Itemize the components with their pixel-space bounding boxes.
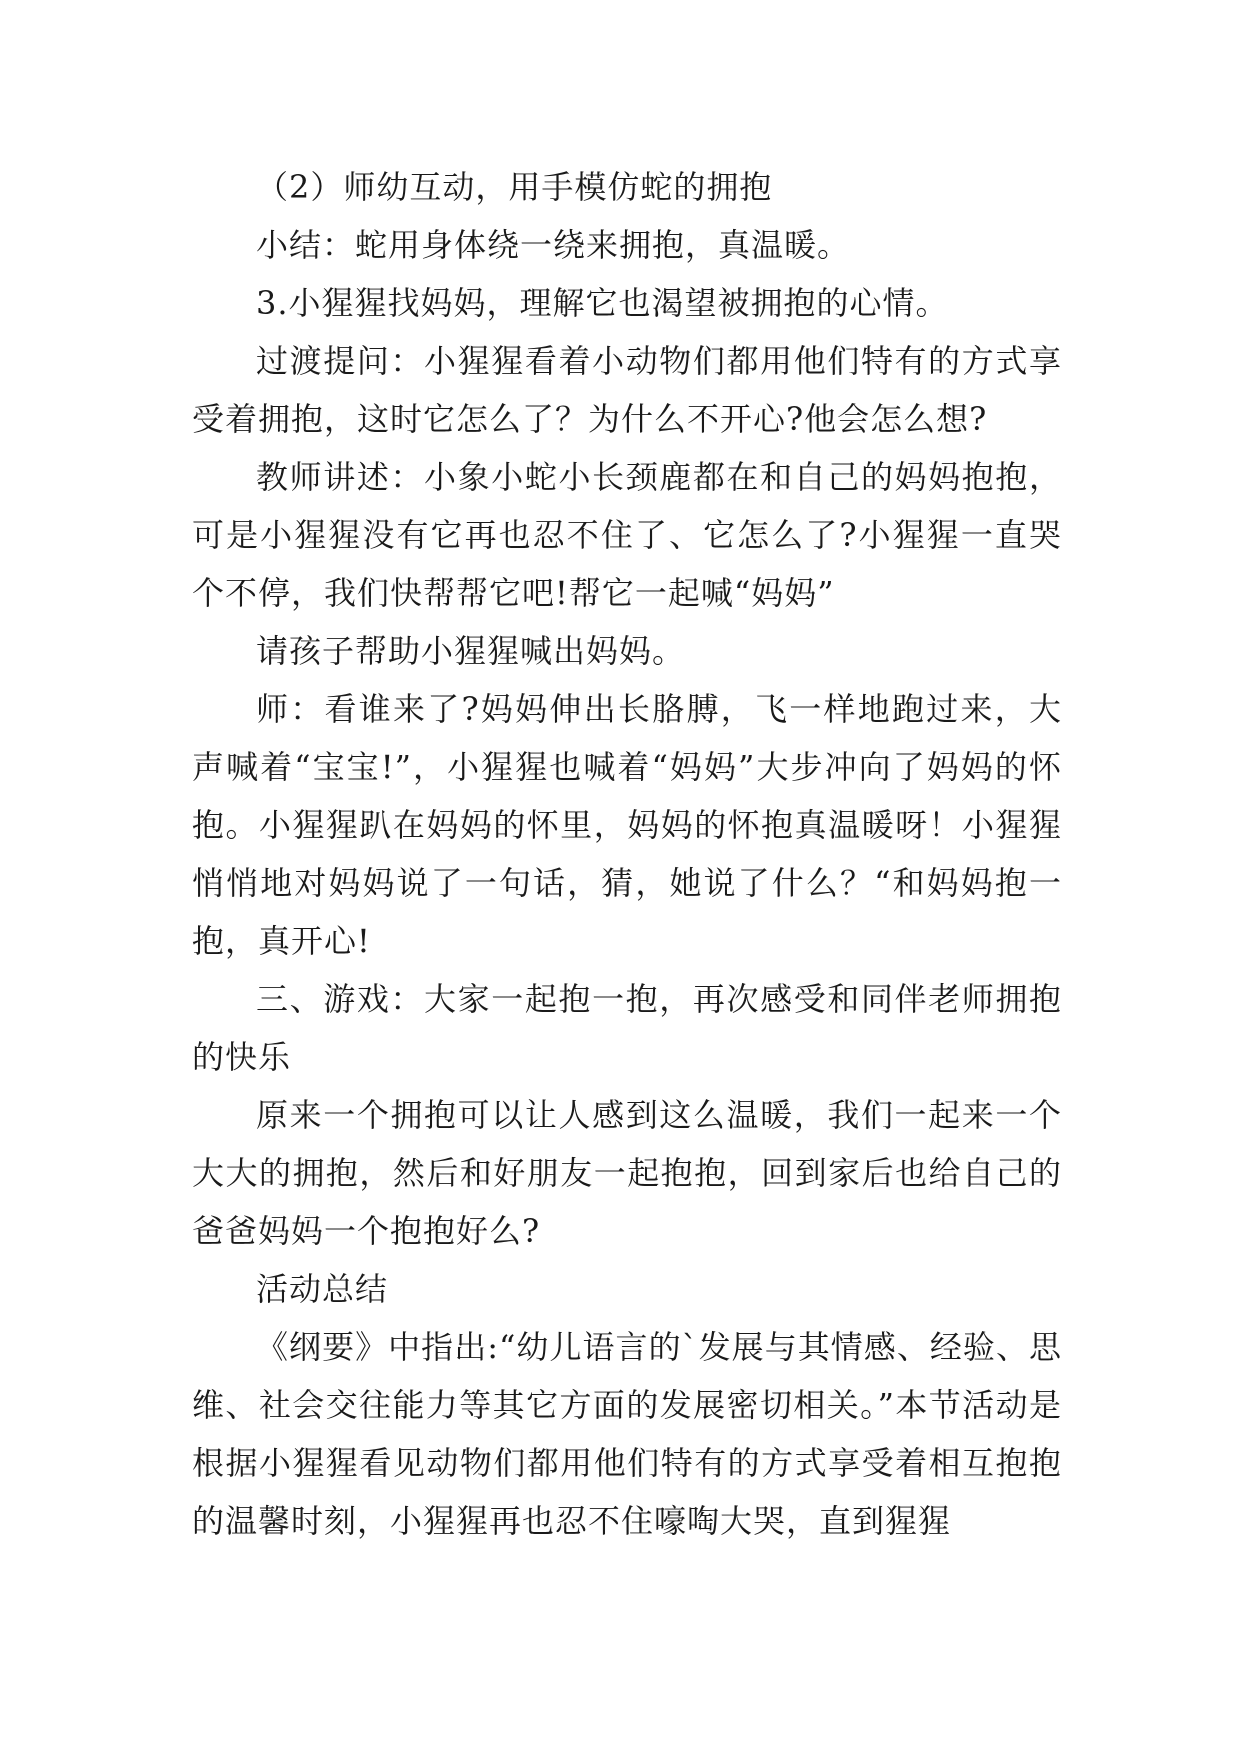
paragraph-children-help: 请孩子帮助小猩猩喊出妈妈。 [256, 632, 686, 670]
paragraph-outline-quote: 《纲要》中指出:“幼儿语言的`发展与其情感、经验、思维、社会交往能力等其它方面的发展密切相关。”本节活动是根据小猩猩看见动物们都用他们特有的方式享受着相互抱抱的温馨时刻，小猩猩再也忍不住嚎啕大哭，直到猩猩 [192, 1328, 1062, 1540]
document-body [192, 158, 1062, 1550]
paragraph-teacher-story: 师：看谁来了?妈妈伸出长胳膊，飞一样地跑过来，大声喊着“宝宝!”，小猩猩也喊着“妈妈”大步冲向了妈妈的怀抱。小猩猩趴在妈妈的怀里，妈妈的怀抱真温暖呀！小猩猩悄悄地对妈妈说了一句话，猜，她说了什么？“和妈妈抱一抱，真开心! [192, 690, 1062, 960]
paragraph-summary: 小结：蛇用身体绕一绕来拥抱，真温暖。 [256, 226, 851, 264]
paragraph-transition-question: 过渡提问：小猩猩看着小动物们都用他们特有的方式享受着拥抱，这时它怎么了？为什么不开心?他会怎么想? [192, 342, 1062, 438]
paragraph-section-3: 3.小猩猩找妈妈，理解它也渴望被拥抱的心情。 [256, 284, 949, 322]
paragraph-section-game: 三、游戏：大家一起抱一抱，再次感受和同伴老师拥抱的快乐 [192, 980, 1062, 1076]
paragraph-snake-interaction: （2）师幼互动，用手模仿蛇的拥抱 [256, 168, 773, 206]
paragraph-activity-summary-heading: 活动总结 [256, 1270, 389, 1308]
paragraph-teacher-narration: 教师讲述：小象小蛇小长颈鹿都在和自己的妈妈抱抱，可是小猩猩没有它再也忍不住了、它怎么了?小猩猩一直哭个不停，我们快帮帮它吧!帮它一起喊“妈妈” [192, 458, 1062, 612]
paragraph-hug-together: 原来一个拥抱可以让人感到这么温暖，我们一起来一个大大的拥抱，然后和好朋友一起抱抱，回到家后也给自己的爸爸妈妈一个抱抱好么? [192, 1096, 1062, 1250]
